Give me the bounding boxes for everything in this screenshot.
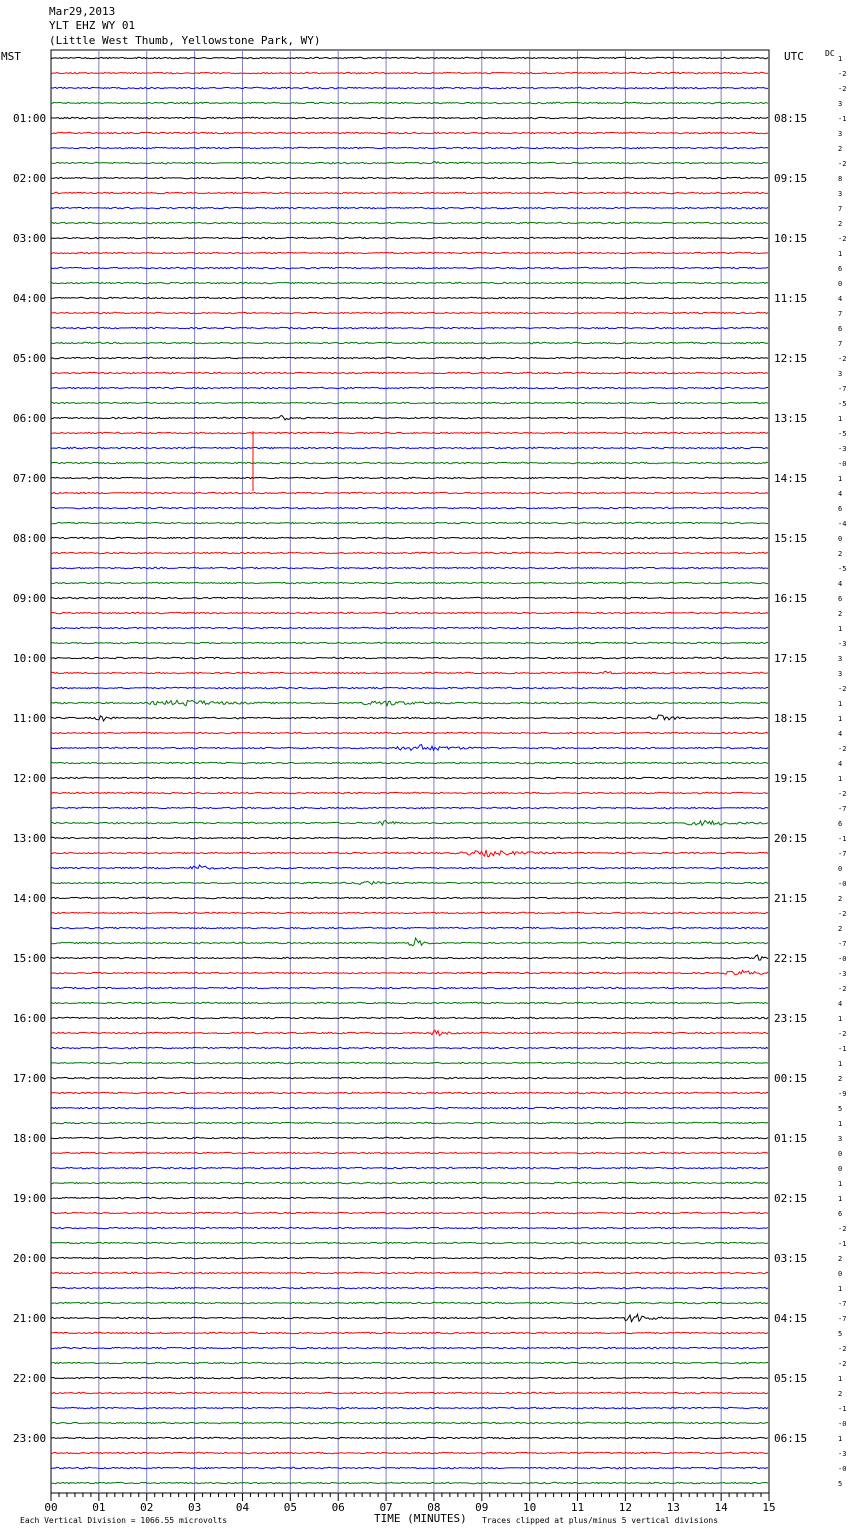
trace-54 bbox=[51, 865, 768, 869]
x-tick-label-10: 10 bbox=[523, 1501, 537, 1514]
hour-label-utc-15: 22:15 bbox=[774, 952, 808, 965]
dc-offset-92: 1 bbox=[838, 1435, 843, 1443]
trace-11 bbox=[51, 222, 768, 223]
dc-offset-1: -2 bbox=[838, 70, 847, 78]
hour-label-utc-20: 03:15 bbox=[774, 1252, 808, 1265]
dc-offset-13: 1 bbox=[838, 250, 843, 258]
trace-40 bbox=[51, 657, 768, 658]
trace-94 bbox=[51, 1467, 768, 1468]
hour-label-mst-6: 06:00 bbox=[13, 412, 47, 425]
hour-label-mst-2: 02:00 bbox=[13, 172, 47, 185]
trace-38 bbox=[51, 627, 768, 628]
trace-73 bbox=[51, 1152, 768, 1153]
dc-offset-83: -7 bbox=[838, 1300, 847, 1308]
dc-offset-32: 0 bbox=[838, 535, 843, 543]
hour-label-mst-22: 22:00 bbox=[13, 1372, 47, 1385]
hour-label-mst-14: 14:00 bbox=[13, 892, 47, 905]
trace-83 bbox=[51, 1302, 768, 1303]
hour-label-mst-16: 16:00 bbox=[13, 1012, 47, 1025]
dc-offset-16: 4 bbox=[838, 295, 843, 303]
hour-label-mst-20: 20:00 bbox=[13, 1252, 47, 1265]
trace-80 bbox=[51, 1257, 768, 1258]
hour-label-utc-10: 17:15 bbox=[774, 652, 808, 665]
trace-89 bbox=[51, 1392, 768, 1393]
trace-33 bbox=[51, 552, 768, 553]
dc-offset-53: -7 bbox=[838, 850, 847, 858]
dc-offset-71: 1 bbox=[838, 1120, 843, 1128]
trace-86 bbox=[51, 1347, 768, 1348]
trace-52 bbox=[51, 837, 768, 838]
hour-label-mst-4: 04:00 bbox=[13, 292, 47, 305]
dc-offset-26: -3 bbox=[838, 445, 847, 453]
hour-label-utc-11: 18:15 bbox=[774, 712, 808, 725]
hour-label-utc-6: 13:15 bbox=[774, 412, 808, 425]
hour-label-utc-4: 11:15 bbox=[774, 292, 808, 305]
dc-offset-15: 0 bbox=[838, 280, 843, 288]
trace-43 bbox=[51, 700, 768, 706]
x-tick-label-13: 13 bbox=[666, 1501, 680, 1514]
trace-88 bbox=[51, 1377, 768, 1378]
dc-offset-10: 7 bbox=[838, 205, 843, 213]
trace-57 bbox=[51, 912, 768, 913]
trace-18 bbox=[51, 327, 768, 328]
dc-offset-78: -2 bbox=[838, 1225, 847, 1233]
trace-47 bbox=[51, 762, 768, 763]
dc-offset-39: -3 bbox=[838, 640, 847, 648]
trace-76 bbox=[51, 1197, 768, 1198]
dc-offset-43: 1 bbox=[838, 700, 843, 708]
trace-93 bbox=[51, 1452, 768, 1453]
trace-62 bbox=[51, 987, 768, 988]
hour-label-utc-2: 09:15 bbox=[774, 172, 808, 185]
dc-offset-0: 1 bbox=[838, 55, 843, 63]
trace-0 bbox=[51, 57, 768, 58]
dc-offset-75: 1 bbox=[838, 1180, 843, 1188]
x-tick-label-3: 03 bbox=[187, 1501, 202, 1514]
hour-label-mst-9: 09:00 bbox=[13, 592, 47, 605]
trace-39 bbox=[51, 642, 768, 643]
trace-4 bbox=[51, 117, 768, 118]
trace-42 bbox=[51, 687, 768, 688]
dc-offset-84: -7 bbox=[838, 1315, 847, 1323]
trace-2 bbox=[51, 87, 768, 88]
trace-6 bbox=[51, 147, 768, 148]
dc-offset-54: 0 bbox=[838, 865, 843, 873]
right-timezone-label: UTC bbox=[784, 50, 804, 63]
dc-offset-28: 1 bbox=[838, 475, 843, 483]
trace-25 bbox=[51, 432, 768, 433]
dc-offset-24: 1 bbox=[838, 415, 843, 423]
hour-label-mst-21: 21:00 bbox=[13, 1312, 47, 1325]
trace-77 bbox=[51, 1212, 768, 1213]
dc-offset-88: 1 bbox=[838, 1375, 843, 1383]
trace-67 bbox=[51, 1062, 768, 1063]
hour-label-utc-12: 19:15 bbox=[774, 772, 808, 785]
trace-31 bbox=[51, 522, 768, 523]
dc-offset-44: 1 bbox=[838, 715, 843, 723]
dc-offset-40: 3 bbox=[838, 655, 843, 663]
dc-offset-86: -2 bbox=[838, 1345, 847, 1353]
trace-87 bbox=[51, 1362, 768, 1363]
trace-21 bbox=[51, 372, 768, 373]
x-tick-label-0: 00 bbox=[44, 1501, 58, 1514]
trace-32 bbox=[51, 537, 768, 538]
hour-label-utc-9: 16:15 bbox=[774, 592, 808, 605]
hour-label-mst-17: 17:00 bbox=[13, 1072, 47, 1085]
dc-offset-76: 1 bbox=[838, 1195, 843, 1203]
scale-note: Each Vertical Division = 1066.55 microvolts bbox=[20, 1516, 228, 1525]
dc-offset-11: 2 bbox=[838, 220, 843, 228]
dc-offset-34: -5 bbox=[838, 565, 847, 573]
trace-10 bbox=[51, 207, 768, 208]
dc-offset-60: -0 bbox=[838, 955, 847, 963]
dc-offset-57: -2 bbox=[838, 910, 847, 918]
dc-offset-65: -2 bbox=[838, 1030, 847, 1038]
trace-49 bbox=[51, 792, 768, 793]
trace-1 bbox=[51, 72, 768, 73]
trace-64 bbox=[51, 1017, 768, 1018]
trace-72 bbox=[51, 1137, 768, 1138]
dc-offset-91: -0 bbox=[838, 1420, 847, 1428]
trace-63 bbox=[51, 1002, 768, 1003]
hour-label-utc-14: 21:15 bbox=[774, 892, 808, 905]
dc-offset-85: 5 bbox=[838, 1330, 843, 1338]
chart-location: (Little West Thumb, Yellowstone Park, WY) bbox=[49, 34, 321, 47]
trace-22 bbox=[51, 387, 768, 388]
dc-offset-35: 4 bbox=[838, 580, 843, 588]
dc-offset-58: 2 bbox=[838, 925, 843, 933]
dc-offset-67: 1 bbox=[838, 1060, 843, 1068]
clip-note: Traces clipped at plus/minus 5 vertical divisions bbox=[482, 1516, 719, 1525]
dc-offset-14: 6 bbox=[838, 265, 843, 273]
dc-offset-18: 6 bbox=[838, 325, 843, 333]
dc-offset-17: 7 bbox=[838, 310, 843, 318]
hour-label-utc-5: 12:15 bbox=[774, 352, 808, 365]
hour-label-utc-3: 10:15 bbox=[774, 232, 808, 245]
hour-label-utc-23: 06:15 bbox=[774, 1432, 808, 1445]
left-timezone-label: MST bbox=[1, 50, 21, 63]
x-tick-label-11: 11 bbox=[570, 1501, 585, 1514]
trace-69 bbox=[51, 1092, 768, 1093]
x-tick-label-15: 15 bbox=[762, 1501, 776, 1514]
dc-offset-7: -2 bbox=[838, 160, 847, 168]
trace-85 bbox=[51, 1332, 768, 1333]
dc-offset-72: 3 bbox=[838, 1135, 843, 1143]
x-tick-label-9: 09 bbox=[475, 1501, 489, 1514]
dc-offset-51: 6 bbox=[838, 820, 843, 828]
x-axis-title: TIME (MINUTES) bbox=[374, 1512, 467, 1525]
dc-offset-8: 8 bbox=[838, 175, 843, 183]
trace-78 bbox=[51, 1227, 768, 1228]
trace-95 bbox=[51, 1482, 768, 1483]
hour-label-utc-21: 04:15 bbox=[774, 1312, 808, 1325]
trace-58 bbox=[51, 927, 768, 928]
chart-station: YLT EHZ WY 01 bbox=[49, 19, 136, 32]
trace-34 bbox=[51, 567, 768, 568]
dc-offset-73: 0 bbox=[838, 1150, 843, 1158]
dc-offset-4: -1 bbox=[838, 115, 847, 123]
trace-37 bbox=[51, 612, 768, 613]
dc-offset-37: 2 bbox=[838, 610, 843, 618]
hour-label-utc-16: 23:15 bbox=[774, 1012, 808, 1025]
dc-offset-3: 3 bbox=[838, 100, 843, 108]
dc-offset-56: 2 bbox=[838, 895, 843, 903]
dc-offset-30: 6 bbox=[838, 505, 843, 513]
hour-label-utc-1: 08:15 bbox=[774, 112, 808, 125]
trace-71 bbox=[51, 1122, 768, 1123]
dc-offset-38: 1 bbox=[838, 625, 843, 633]
hour-label-mst-10: 10:00 bbox=[13, 652, 47, 665]
dc-offset-46: -2 bbox=[838, 745, 847, 753]
hour-label-mst-1: 01:00 bbox=[13, 112, 47, 125]
trace-55 bbox=[51, 881, 768, 884]
hour-label-mst-12: 12:00 bbox=[13, 772, 47, 785]
trace-44 bbox=[51, 715, 768, 721]
x-tick-label-8: 08 bbox=[427, 1501, 441, 1514]
trace-5 bbox=[51, 132, 768, 133]
x-tick-label-12: 12 bbox=[618, 1501, 633, 1514]
trace-61 bbox=[51, 970, 768, 975]
x-tick-label-2: 02 bbox=[140, 1501, 154, 1514]
hour-label-utc-13: 20:15 bbox=[774, 832, 808, 845]
hour-label-mst-15: 15:00 bbox=[13, 952, 47, 965]
trace-28 bbox=[51, 477, 768, 478]
dc-offset-6: 2 bbox=[838, 145, 843, 153]
dc-offset-70: 5 bbox=[838, 1105, 843, 1113]
dc-offset-69: -9 bbox=[838, 1090, 847, 1098]
trace-51 bbox=[51, 820, 768, 825]
trace-29 bbox=[51, 492, 768, 493]
trace-59 bbox=[51, 938, 768, 946]
hour-label-mst-13: 13:00 bbox=[13, 832, 47, 845]
trace-53 bbox=[51, 850, 768, 857]
dc-offset-59: -7 bbox=[838, 940, 847, 948]
trace-24 bbox=[51, 416, 768, 420]
trace-74 bbox=[51, 1167, 768, 1168]
trace-13 bbox=[51, 252, 768, 253]
dc-offset-68: 2 bbox=[838, 1075, 843, 1083]
dc-offset-55: -0 bbox=[838, 880, 847, 888]
trace-82 bbox=[51, 1287, 768, 1288]
trace-30 bbox=[51, 507, 768, 508]
trace-26 bbox=[51, 447, 768, 448]
trace-50 bbox=[51, 807, 768, 808]
dc-offset-12: -2 bbox=[838, 235, 847, 243]
dc-offset-33: 2 bbox=[838, 550, 843, 558]
trace-70 bbox=[51, 1107, 768, 1108]
dc-offset-52: -1 bbox=[838, 835, 847, 843]
dc-offset-82: 1 bbox=[838, 1285, 843, 1293]
hour-label-mst-23: 23:00 bbox=[13, 1432, 47, 1445]
dc-offset-48: 1 bbox=[838, 775, 843, 783]
dc-offset-90: -1 bbox=[838, 1405, 847, 1413]
dc-offset-49: -2 bbox=[838, 790, 847, 798]
dc-offset-45: 4 bbox=[838, 730, 843, 738]
hour-label-mst-8: 08:00 bbox=[13, 532, 47, 545]
trace-27 bbox=[51, 462, 768, 463]
trace-66 bbox=[51, 1047, 768, 1048]
trace-75 bbox=[51, 1182, 768, 1183]
dc-offset-22: -7 bbox=[838, 385, 847, 393]
trace-9 bbox=[51, 192, 768, 193]
dc-offset-89: 2 bbox=[838, 1390, 843, 1398]
hour-label-utc-18: 01:15 bbox=[774, 1132, 808, 1145]
dc-offset-20: -2 bbox=[838, 355, 847, 363]
dc-offset-23: -5 bbox=[838, 400, 847, 408]
dc-offset-95: 5 bbox=[838, 1480, 843, 1488]
trace-8 bbox=[51, 177, 768, 178]
trace-15 bbox=[51, 282, 768, 283]
dc-offset-2: -2 bbox=[838, 85, 847, 93]
dc-offset-61: -3 bbox=[838, 970, 847, 978]
dc-label: DC bbox=[825, 49, 835, 58]
trace-65 bbox=[51, 1030, 768, 1035]
hour-label-mst-7: 07:00 bbox=[13, 472, 47, 485]
dc-offset-81: 0 bbox=[838, 1270, 843, 1278]
dc-offset-36: 6 bbox=[838, 595, 843, 603]
hour-label-utc-8: 15:15 bbox=[774, 532, 808, 545]
dc-offset-42: -2 bbox=[838, 685, 847, 693]
hour-label-utc-19: 02:15 bbox=[774, 1192, 808, 1205]
trace-36 bbox=[51, 597, 768, 598]
x-tick-label-7: 07 bbox=[379, 1501, 393, 1514]
dc-offset-21: 3 bbox=[838, 370, 843, 378]
dc-offset-29: 4 bbox=[838, 490, 843, 498]
dc-offset-25: -5 bbox=[838, 430, 847, 438]
trace-14 bbox=[51, 267, 768, 268]
trace-35 bbox=[51, 582, 768, 583]
trace-91 bbox=[51, 1422, 768, 1423]
hour-label-utc-17: 00:15 bbox=[774, 1072, 808, 1085]
x-tick-label-6: 06 bbox=[331, 1501, 345, 1514]
hour-label-utc-7: 14:15 bbox=[774, 472, 808, 485]
trace-20 bbox=[51, 357, 768, 358]
dc-offset-47: 4 bbox=[838, 760, 843, 768]
dc-offset-62: -2 bbox=[838, 985, 847, 993]
trace-81 bbox=[51, 1272, 768, 1273]
dc-offset-27: -0 bbox=[838, 460, 847, 468]
dc-offset-93: -3 bbox=[838, 1450, 847, 1458]
trace-60 bbox=[51, 955, 768, 960]
hour-label-mst-11: 11:00 bbox=[13, 712, 47, 725]
trace-12 bbox=[51, 237, 768, 238]
trace-68 bbox=[51, 1077, 768, 1078]
dc-offset-94: -0 bbox=[838, 1465, 847, 1473]
hour-label-mst-18: 18:00 bbox=[13, 1132, 47, 1145]
dc-offset-31: -4 bbox=[838, 520, 847, 528]
dc-offset-50: -7 bbox=[838, 805, 847, 813]
plot-frame bbox=[51, 50, 769, 1493]
trace-45 bbox=[51, 732, 768, 733]
dc-offset-80: 2 bbox=[838, 1255, 843, 1263]
trace-46 bbox=[51, 745, 768, 751]
trace-92 bbox=[51, 1437, 768, 1438]
chart-date: Mar29,2013 bbox=[49, 5, 116, 18]
x-tick-label-1: 01 bbox=[92, 1501, 106, 1514]
trace-16 bbox=[51, 297, 768, 298]
x-tick-label-14: 14 bbox=[714, 1501, 728, 1514]
x-tick-label-4: 04 bbox=[235, 1501, 250, 1514]
trace-84 bbox=[51, 1314, 768, 1321]
trace-3 bbox=[51, 102, 768, 103]
trace-79 bbox=[51, 1242, 768, 1243]
hour-label-utc-22: 05:15 bbox=[774, 1372, 808, 1385]
hour-label-mst-3: 03:00 bbox=[13, 232, 47, 245]
dc-offset-66: -1 bbox=[838, 1045, 847, 1053]
trace-17 bbox=[51, 312, 768, 313]
dc-offset-19: 7 bbox=[838, 340, 843, 348]
trace-19 bbox=[51, 342, 768, 343]
hour-label-mst-19: 19:00 bbox=[13, 1192, 47, 1205]
trace-48 bbox=[51, 777, 768, 778]
trace-56 bbox=[51, 897, 768, 898]
trace-23 bbox=[51, 402, 768, 403]
dc-offset-64: 1 bbox=[838, 1015, 843, 1023]
x-tick-label-5: 05 bbox=[283, 1501, 297, 1514]
dc-offset-77: 6 bbox=[838, 1210, 843, 1218]
dc-offset-87: -2 bbox=[838, 1360, 847, 1368]
dc-offset-63: 4 bbox=[838, 1000, 843, 1008]
trace-7 bbox=[51, 162, 768, 164]
trace-90 bbox=[51, 1407, 768, 1408]
dc-offset-5: 3 bbox=[838, 130, 843, 138]
hour-label-mst-5: 05:00 bbox=[13, 352, 47, 365]
dc-offset-41: 3 bbox=[838, 670, 843, 678]
dc-offset-79: -1 bbox=[838, 1240, 847, 1248]
trace-41 bbox=[51, 671, 768, 673]
dc-offset-9: 3 bbox=[838, 190, 843, 198]
dc-offset-74: 0 bbox=[838, 1165, 843, 1173]
